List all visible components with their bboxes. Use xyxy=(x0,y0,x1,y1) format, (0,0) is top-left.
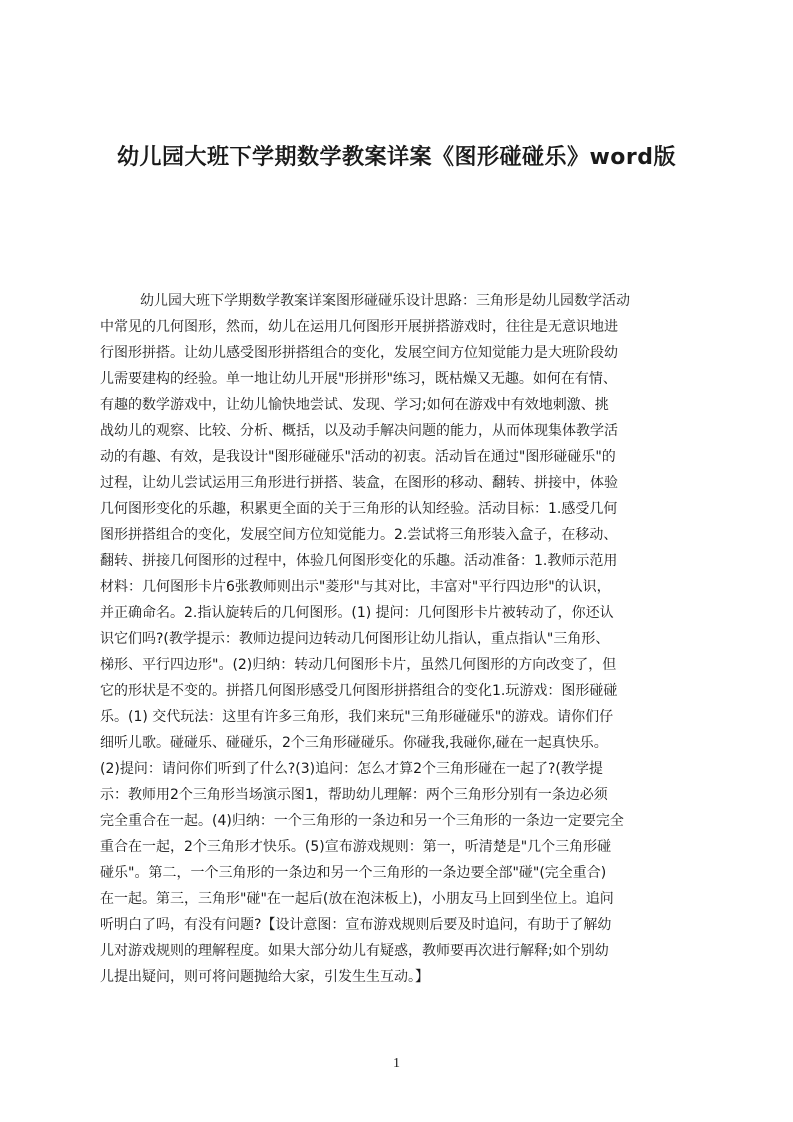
body-line: 示：教师用2个三角形当场演示图1，帮助幼儿理解：两个三角形分别有一条边必须 xyxy=(100,787,608,803)
body-line: 它的形状是不变的。拼搭几何图形感受几何图形拼搭组合的变化1.玩游戏：图形碰碰 xyxy=(100,683,618,699)
body-line: 儿对游戏规则的理解程度。如果大部分幼儿有疑惑，教师要再次进行解释;如个别幼 xyxy=(100,943,609,959)
body-line: 儿需要建构的经验。单一地让幼儿开展"形拼形"练习，既枯燥又无趣。如何在有情、 xyxy=(100,371,617,387)
body-line: 细听儿歌。碰碰乐、碰碰乐，2个三角形碰碰乐。你碰我,我碰你,碰在一起真快乐。 xyxy=(100,735,608,751)
document-body xyxy=(100,288,698,990)
body-line: 有趣的数学游戏中，让幼儿愉快地尝试、发现、学习;如何在游戏中有效地刺激、挑 xyxy=(100,397,609,413)
body-line: 翻转、拼接几何图形的过程中，体验几何图形变化的乐趣。活动准备：1.教师示范用 xyxy=(100,553,618,569)
body-line: 碰乐"。第二，一个三角形的一条边和另一个三角形的一条边要全部"碰"(完全重合) xyxy=(100,865,607,881)
body-line: 并正确命名。2.指认旋转后的几何图形。(1) 提问：几何图形卡片被转动了，你还认 xyxy=(100,605,614,621)
body-line: 图形拼搭组合的变化，发展空间方位知觉能力。2.尝试将三角形装入盒子，在移动、 xyxy=(100,527,618,543)
body-line: 重合在一起，2个三角形才快乐。(5)宣布游戏规则：第一，听清楚是"几个三角形碰 xyxy=(100,839,612,855)
body-line: 战幼儿的观察、比较、分析、概括，以及动手解决问题的能力，从而体现集体教学活 xyxy=(100,423,618,439)
body-line: 材料：几何图形卡片6张教师则出示"菱形"与其对比，丰富对"平行四边形"的认识， xyxy=(100,579,611,595)
document-title: 幼儿园大班下学期数学教案详案《图形碰碰乐》word版 xyxy=(116,145,677,170)
body-line: 幼儿园大班下学期数学教案详案图形碰碰乐设计思路：三角形是幼儿园数学活动 xyxy=(140,293,630,309)
body-line: 几何图形变化的乐趣，积累更全面的关于三角形的认知经验。活动目标：1.感受几何 xyxy=(100,501,618,517)
body-line: 中常见的几何图形，然而，幼儿在运用几何图形开展拼搭游戏时，往往是无意识地进 xyxy=(100,319,618,335)
body-line: 儿提出疑问，则可将问题抛给大家，引发生生互动。】 xyxy=(100,969,429,985)
body-line: 梯形、平行四边形"。(2)归纳：转动几何图形卡片，虽然几何图形的方向改变了，但 xyxy=(100,657,617,673)
body-line: 听明白了吗，有没有问题?【设计意图：宣布游戏规则后要及时追问，有助于了解幼 xyxy=(100,917,612,933)
body-line: 完全重合在一起。(4)归纳：一个三角形的一条边和另一个三角形的一条边一定要完全 xyxy=(100,813,624,829)
page-number: 1 xyxy=(393,1056,400,1071)
body-line: 行图形拼搭。让幼儿感受图形拼搭组合的变化，发展空间方位知觉能力是大班阶段幼 xyxy=(100,345,618,361)
body-line: 动的有趣、有效，是我设计"图形碰碰乐"活动的初衷。活动旨在通过"图形碰碰乐"的 xyxy=(100,449,616,465)
body-line: 过程，让幼儿尝试运用三角形进行拼搭、装盒，在图形的移动、翻转、拼接中，体验 xyxy=(100,475,618,491)
body-line: 乐。(1) 交代玩法：这里有许多三角形，我们来玩"三角形碰碰乐"的游戏。请你们仔 xyxy=(100,709,614,725)
body-line: (2)提问：请问你们听到了什么?(3)追问：怎么才算2个三角形碰在一起了?(教学提 xyxy=(100,761,603,777)
body-line: 在一起。第三，三角形"碰"在一起后(放在泡沫板上)，小朋友马上回到坐位上。追问 xyxy=(100,891,614,907)
body-line: 识它们吗?(教学提示：教师边提问边转动几何图形让幼儿指认，重点指认"三角形、 xyxy=(100,631,610,647)
